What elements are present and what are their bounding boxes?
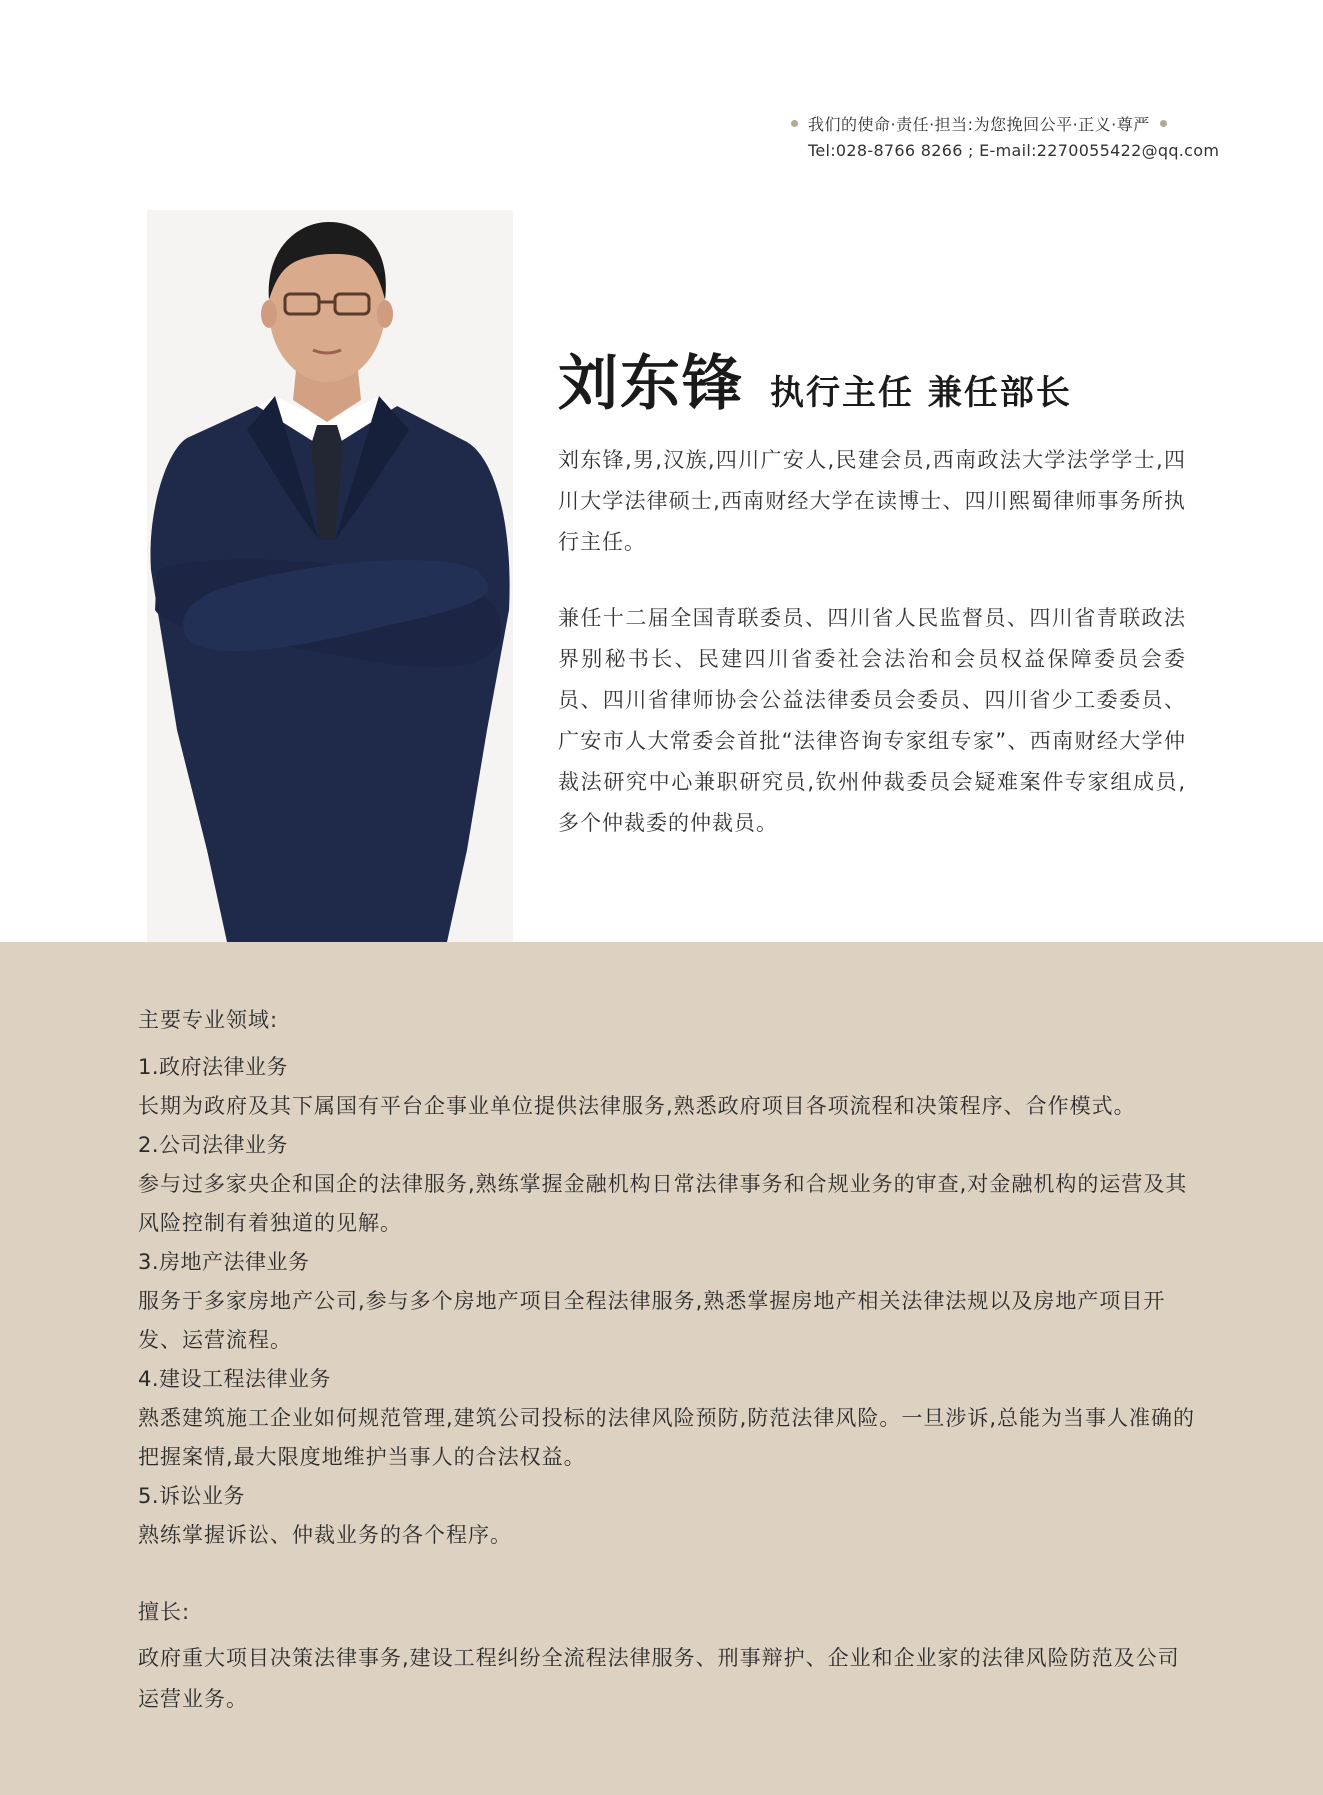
expertise-item — [138, 1243, 1198, 1360]
expertise-item-desc: 熟悉建筑施工企业如何规范管理,建筑公司投标的法律风险预防,防范法律风险。一旦涉诉,总能为当事人准确的把握案情,最大限度地维护当事人的合法权益。 — [138, 1406, 1196, 1469]
page-header — [791, 112, 1231, 160]
bio-paragraph-2: 兼任十二届全国青联委员、四川省人民监督员、四川省青联政法界别秘书长、民建四川省委社会法治和会员权益保障委员会委员、四川省律师协会公益法律委员会委员、四川省少工委委员、广安市人大常委会首批“法律咨询专家组专家”、西南财经大学仲裁法研究中心兼职研究员,钦州仲裁委员会疑难案件专家组成员,多个仲裁委的仲裁员。 — [558, 606, 1186, 835]
bullet-dot-right — [1160, 120, 1167, 127]
expertise-item-desc: 熟练掌握诉讼、仲裁业务的各个程序。 — [138, 1523, 512, 1547]
lawyer-name: 刘东锋 — [558, 349, 744, 419]
expertise-item — [138, 1360, 1198, 1477]
motto-row — [791, 112, 1231, 135]
expertise-item — [138, 1048, 1198, 1126]
expertise-item-title: 3.房地产法律业务 — [138, 1250, 310, 1274]
expertise-item-title: 2.公司法律业务 — [138, 1133, 289, 1157]
lawyer-portrait — [147, 210, 513, 942]
expertise-list — [138, 1048, 1198, 1555]
expertise-item-desc: 服务于多家房地产公司,参与多个房地产项目全程法律服务,熟悉掌握房地产相关法律法规以及房地产项目开发、运营流程。 — [138, 1289, 1166, 1352]
name-title-block — [558, 336, 1072, 422]
expertise-item-title: 4.建设工程法律业务 — [138, 1367, 332, 1391]
bullet-dot-left — [791, 120, 798, 127]
expertise-item — [138, 1126, 1198, 1243]
bio-paragraph-1: 刘东锋,男,汉族,四川广安人,民建会员,西南政法大学法学学士,四川大学法律硕士,西南财经大学在读博士、四川熙蜀律师事务所执行主任。 — [558, 448, 1186, 554]
strengths-text: 政府重大项目决策法律事务,建设工程纠纷全流程法律服务、刑事辩护、企业和企业家的法律风险防范及公司运营业务。 — [138, 1646, 1180, 1711]
expertise-item — [138, 1477, 1198, 1555]
firm-motto: 我们的使命·责任·担当:为您挽回公平·正义·尊严 — [808, 115, 1150, 134]
expertise-item-title: 1.政府法律业务 — [138, 1055, 289, 1079]
expertise-item-desc: 参与过多家央企和国企的法律服务,熟练掌握金融机构日常法律事务和合规业务的审查,对金融机构的运营及其风险控制有着独道的见解。 — [138, 1172, 1188, 1235]
expertise-heading: 主要专业领域: — [138, 1008, 279, 1032]
expertise-item-title: 5.诉讼业务 — [138, 1484, 246, 1508]
contact-info: Tel:028-8766 8266 ; E-mail:2270055422@qq.com — [808, 141, 1220, 160]
lawyer-title: 执行主任 兼任部长 — [770, 373, 1072, 413]
strengths-heading: 擅长: — [138, 1600, 191, 1624]
expertise-item-desc: 长期为政府及其下属国有平台企事业单位提供法律服务,熟悉政府项目各项流程和决策程序、合作模式。 — [138, 1094, 1136, 1118]
